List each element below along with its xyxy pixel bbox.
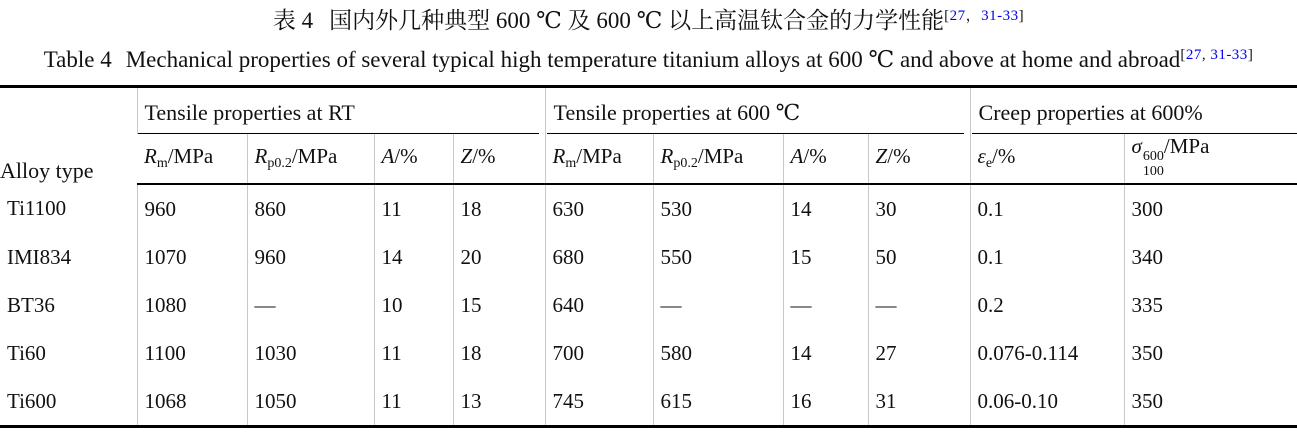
value-cell: 0.06-0.10 — [970, 377, 1124, 427]
value-cell: 0.076-0.114 — [970, 329, 1124, 377]
value-cell: 550 — [653, 233, 783, 281]
value-cell: — — [653, 281, 783, 329]
group-header-tensile-rt — [137, 87, 545, 135]
column-header-a-600: A/% — [783, 134, 868, 184]
value-cell: 860 — [247, 184, 374, 233]
chinese-title-text: 国内外几种典型 600 ℃ 及 600 ℃ 以上高温钛合金的力学性能 — [329, 8, 945, 33]
value-cell: 1068 — [137, 377, 247, 427]
value-cell: 15 — [453, 281, 545, 329]
table-row-imi834 — [0, 233, 1297, 281]
table-row-ti600 — [0, 377, 1297, 427]
value-cell: 14 — [783, 329, 868, 377]
column-header-creep-strain: $\varepsilon_e/\%$ — [970, 134, 1124, 184]
column-header-rm-rt: $R_m$/MPa — [137, 134, 247, 184]
value-cell: 13 — [453, 377, 545, 427]
chinese-title — [0, 5, 1297, 37]
value-cell: 30 — [868, 184, 970, 233]
citation-bracket: [ — [944, 8, 950, 24]
citation-bracket: [ — [1180, 47, 1186, 63]
group-header-creep-600 — [970, 87, 1297, 135]
value-cell: 20 — [453, 233, 545, 281]
value-cell: 11 — [374, 184, 453, 233]
citation-bracket: ] — [1247, 47, 1254, 63]
citation-separator: ， — [965, 8, 982, 24]
value-cell: 335 — [1124, 281, 1297, 329]
value-cell: 31 — [868, 377, 970, 427]
column-header-rm-600: $R_m$/MPa — [545, 134, 653, 184]
group-header-label: Creep properties at 600% — [972, 94, 1297, 134]
value-cell: 0.1 — [970, 184, 1124, 233]
value-cell: — — [868, 281, 970, 329]
value-cell: 27 — [868, 329, 970, 377]
value-cell: 580 — [653, 329, 783, 377]
value-cell: 11 — [374, 329, 453, 377]
citation-ref: 27 — [1185, 47, 1202, 63]
value-cell: 1070 — [137, 233, 247, 281]
english-title — [0, 44, 1297, 76]
value-cell: 1080 — [137, 281, 247, 329]
alloy-name-cell: Ti60 — [7, 340, 46, 365]
table-row-ti1100 — [0, 184, 1297, 233]
value-cell: 1100 — [137, 329, 247, 377]
alloy-name-cell: Ti1100 — [7, 196, 67, 221]
value-cell: 11 — [374, 377, 453, 427]
value-cell: 10 — [374, 281, 453, 329]
citation-separator: , — [1201, 47, 1211, 63]
value-cell: 1030 — [247, 329, 374, 377]
english-title-text: Mechanical properties of several typical high temperature titanium alloys at 600 ℃ and above at home and abroad — [125, 47, 1181, 72]
value-cell: 0.2 — [970, 281, 1124, 329]
value-cell: 18 — [453, 184, 545, 233]
column-header-rp02-600: $R_{p0.2}$/MPa — [653, 134, 783, 184]
alloy-name-cell: IMI834 — [7, 244, 72, 269]
value-cell: 350 — [1124, 329, 1297, 377]
citation-ref: 31-33 — [981, 8, 1019, 24]
value-cell: 0.1 — [970, 233, 1124, 281]
column-header-alloy-type: Alloy type — [0, 158, 94, 184]
value-cell: 340 — [1124, 233, 1297, 281]
value-cell: 700 — [545, 329, 653, 377]
column-header-a-rt: A/% — [374, 134, 453, 184]
citation-bracket: ] — [1018, 8, 1025, 24]
column-header-z-600: Z/% — [868, 134, 970, 184]
chinese-citation — [944, 8, 1024, 24]
value-cell: 960 — [247, 233, 374, 281]
group-header-label: Tensile properties at RT — [138, 94, 539, 134]
column-header-z-rt: Z/% — [453, 134, 545, 184]
value-cell: 300 — [1124, 184, 1297, 233]
citation-ref: 31-33 — [1210, 47, 1248, 63]
citation-ref: 27 — [949, 8, 966, 24]
column-header-rp02-rt: $R_{p0.2}$/MPa — [247, 134, 374, 184]
value-cell: 16 — [783, 377, 868, 427]
value-cell: 14 — [783, 184, 868, 233]
table-row-ti60 — [0, 329, 1297, 377]
value-cell: 14 — [374, 233, 453, 281]
value-cell: 640 — [545, 281, 653, 329]
value-cell: 50 — [868, 233, 970, 281]
value-cell: 960 — [137, 184, 247, 233]
alloy-name-cell: Ti600 — [7, 388, 57, 413]
value-cell: 745 — [545, 377, 653, 427]
english-citation — [1180, 47, 1253, 63]
chinese-table-label: 表 4 — [272, 8, 314, 33]
value-cell: — — [783, 281, 868, 329]
value-cell: 630 — [545, 184, 653, 233]
value-cell: 615 — [653, 377, 783, 427]
table-titles — [0, 5, 1297, 76]
value-cell: 680 — [545, 233, 653, 281]
stacked-sup-sub: 600 100 — [1142, 149, 1164, 179]
value-cell: — — [247, 281, 374, 329]
table-row-bt36 — [0, 281, 1297, 329]
value-cell: 1050 — [247, 377, 374, 427]
alloy-name-cell: BT36 — [7, 292, 55, 317]
english-table-label: Table 4 — [43, 47, 112, 72]
column-header-creep-stress: σ 600 100 /MPa — [1124, 134, 1297, 184]
group-header-tensile-600 — [545, 87, 970, 135]
value-cell: 530 — [653, 184, 783, 233]
value-cell: 350 — [1124, 377, 1297, 427]
value-cell: 15 — [783, 233, 868, 281]
mechanical-properties-table — [0, 85, 1297, 428]
value-cell: 18 — [453, 329, 545, 377]
group-header-label: Tensile properties at 600 ℃ — [547, 94, 964, 134]
